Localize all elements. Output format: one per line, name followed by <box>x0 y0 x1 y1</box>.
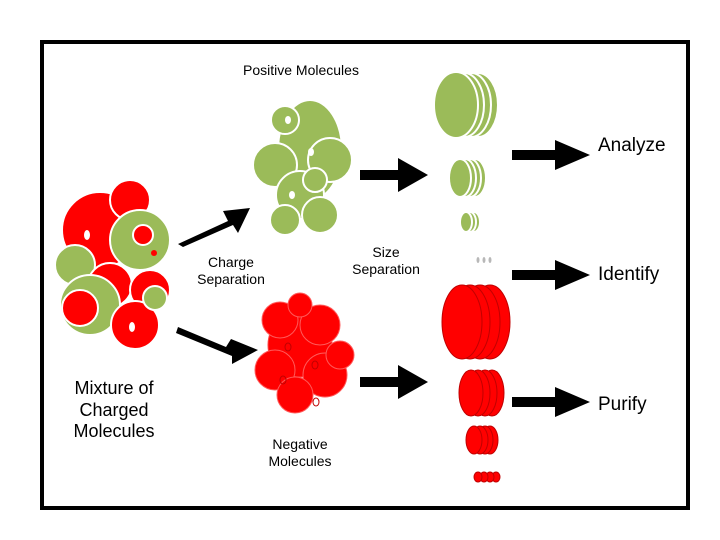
charge-separation-arrow-up <box>178 208 250 247</box>
size-separation-arrow-down <box>360 365 428 399</box>
charge-separation-label <box>190 254 272 288</box>
analyze-label: Analyze <box>598 135 666 156</box>
size-separation-label <box>345 244 427 278</box>
tiny-green-fraction <box>477 257 492 263</box>
size-separation-arrow-up <box>360 158 428 192</box>
large-red-fraction <box>442 285 510 359</box>
negative-molecules-line-1: Negative <box>272 436 328 452</box>
negative-molecules-label <box>258 436 342 470</box>
identify-label: Identify <box>598 264 660 285</box>
negative-size-fractions <box>442 285 510 482</box>
size-separation-line-1: Size <box>372 244 400 260</box>
negative-molecules-line-2: Molecules <box>268 452 332 469</box>
charge-separation-line-2: Separation <box>197 270 265 287</box>
negative-molecules-cluster <box>255 293 354 413</box>
positive-molecules-label: Positive Molecules <box>243 62 359 78</box>
small-red-fraction <box>466 426 498 454</box>
purify-arrow <box>512 387 590 417</box>
medium-green-fraction <box>449 159 486 197</box>
mixture-line-3: Molecules <box>73 421 155 442</box>
charge-separation-line-1: Charge <box>208 254 254 270</box>
positive-molecules-cluster <box>253 100 352 235</box>
tiny-red-fraction <box>474 472 500 482</box>
small-green-fraction <box>460 212 480 232</box>
mixture-line-1: Mixture of <box>74 378 154 398</box>
purify-label: Purify <box>598 394 647 415</box>
analyze-arrow <box>512 140 590 170</box>
large-green-fraction <box>434 72 498 138</box>
positive-size-fractions <box>434 72 498 263</box>
mixture-label <box>50 378 178 443</box>
identify-arrow <box>512 260 590 290</box>
mixed-molecules-cluster <box>55 180 170 349</box>
medium-red-fraction <box>459 370 504 416</box>
size-separation-line-2: Separation <box>352 260 420 277</box>
mixture-line-2: Charged <box>79 399 149 420</box>
charge-separation-arrow-down <box>176 327 258 364</box>
